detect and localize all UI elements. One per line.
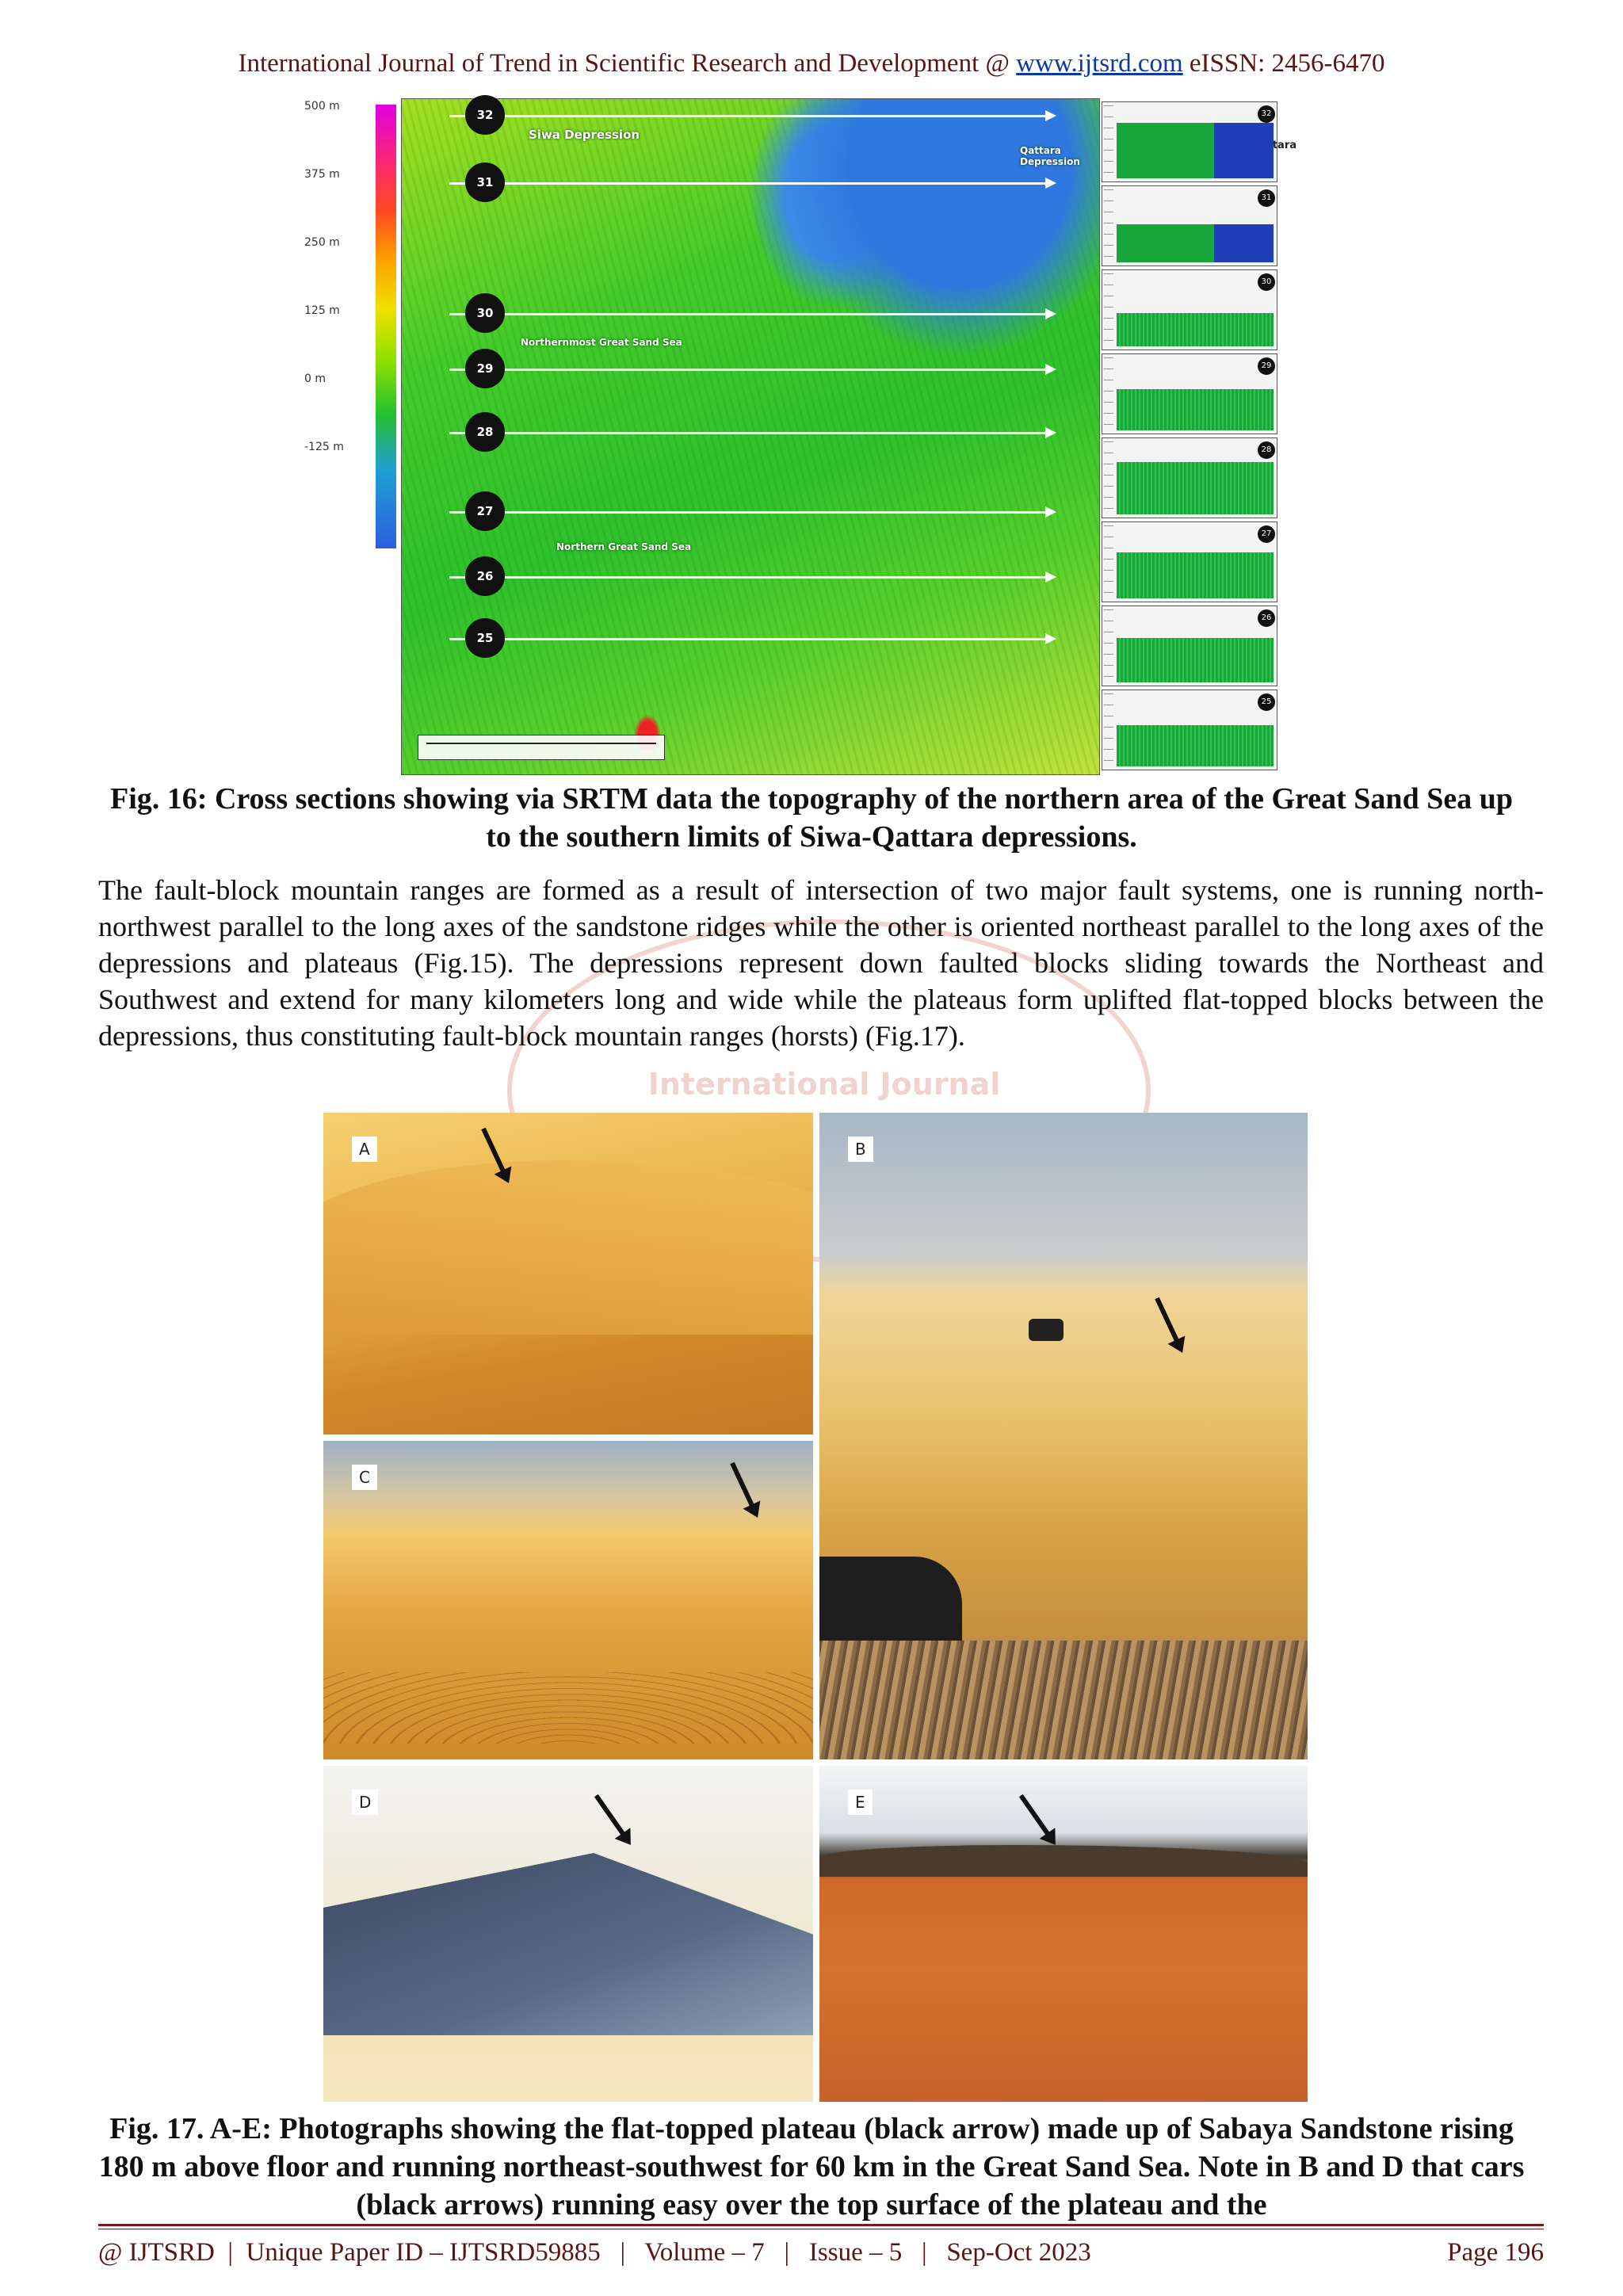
elevation-legend: [300, 98, 395, 774]
profile-panel: [1102, 269, 1277, 350]
profile-number: 25: [1258, 693, 1275, 711]
profile-panel: [1102, 690, 1277, 770]
section-marker: 32: [465, 95, 505, 135]
profile-number: 27: [1258, 525, 1275, 543]
running-header: [0, 49, 1623, 78]
topographic-profiles: [1102, 98, 1296, 774]
section-line: [449, 369, 1052, 371]
photo-letter: B: [848, 1137, 873, 1162]
profile-number: 32: [1258, 105, 1275, 123]
map-label-qattara: Qattara Depression: [1020, 145, 1080, 167]
watermark-text: International Journal: [647, 1067, 1001, 1102]
elevation-label: 125 m: [304, 304, 340, 317]
profile-number: 31: [1258, 189, 1275, 207]
map-label-northernmost: Northernmost Great Sand Sea: [521, 337, 682, 348]
profile-panel: [1102, 101, 1277, 182]
running-footer: [98, 2238, 1544, 2267]
scale-bar: [418, 735, 665, 760]
photo-e: [819, 1766, 1308, 2102]
footer-paper-info: @ IJTSRD | Unique Paper ID – IJTSRD59885 | Volume – 7 | Issue – 5 | Sep-Oct 2023: [98, 2238, 1091, 2267]
section-line: [449, 576, 1052, 579]
srtm-map: [401, 98, 1100, 775]
photo-c: [323, 1441, 813, 1759]
photo-letter: C: [352, 1465, 377, 1490]
elevation-colorbar: [376, 105, 396, 548]
section-marker: 29: [465, 349, 505, 388]
profile-number: 28: [1258, 441, 1275, 459]
section-line: [449, 182, 1052, 185]
figure-16-caption: Fig. 16: Cross sections showing via SRTM data the topography of the northern area of the Great Sand Sea up to the southern limits of Siwa-Qattara depressions.: [110, 782, 1513, 854]
elevation-label: 250 m: [304, 236, 340, 249]
black-arrow-icon: [594, 1794, 628, 1839]
photo-b: [819, 1113, 1308, 1759]
profile-panel: [1102, 521, 1277, 602]
figure-16: [300, 98, 1296, 774]
body-paragraph: The fault-block mountain ranges are formed as a result of intersection of two major fault systems, one is running north-northwest parallel to the long axes of the sandstone ridges while the other is oriented northeast parallel to the long axes of the depressions and plateaus (Fig.15). The depressions represent down faulted blocks sliding towards the Northeast and Southwest and extend for many kilometers long and wide while the plateaus form uplifted flat-topped blocks between the depressions, thus constituting fault-block mountain ranges (horsts) (Fig.17).: [98, 874, 1544, 1052]
journal-name: International Journal of Trend in Scientific Research and Development @: [238, 49, 1017, 78]
section-marker: 25: [465, 618, 505, 658]
elevation-label: 375 m: [304, 168, 340, 181]
black-arrow-icon: [730, 1462, 755, 1511]
section-line: [449, 638, 1052, 640]
section-marker: 31: [465, 162, 505, 202]
photo-a: [323, 1113, 813, 1435]
footer-rule: [98, 2224, 1544, 2226]
profile-side-label: tara: [1272, 139, 1296, 151]
journal-link[interactable]: www.ijtsrd.com: [1016, 49, 1183, 78]
map-label-siwa: Siwa Depression: [529, 128, 640, 142]
section-line: [449, 511, 1052, 514]
elevation-label: 500 m: [304, 100, 340, 113]
photo-letter: D: [352, 1790, 378, 1815]
map-label-northern: Northern Great Sand Sea: [556, 541, 692, 552]
page-number: Page 196: [1447, 2238, 1544, 2267]
section-marker: 28: [465, 412, 505, 452]
profile-number: 29: [1258, 357, 1275, 375]
figure-17: [323, 1113, 1308, 2102]
photo-d: [323, 1766, 813, 2102]
figure-17-caption: Fig. 17. A-E: Photographs showing the flat-topped plateau (black arrow) made up of Sabaya Sandstone rising 180 m above floor and running northeast-southwest for 60 km in the Great Sand Sea. Note in B and D that cars (black arrows) running easy over the top surface of the plateau and the: [98, 2112, 1525, 2222]
profile-panel: [1102, 185, 1277, 266]
section-marker: 27: [465, 491, 505, 531]
photo-letter: E: [848, 1790, 873, 1815]
section-line: [449, 313, 1052, 315]
section-marker: 26: [465, 556, 505, 596]
profile-number: 26: [1258, 609, 1275, 627]
profile-panel: [1102, 353, 1277, 434]
photo-letter: A: [352, 1137, 377, 1162]
section-line: [449, 115, 1052, 117]
black-arrow-icon: [1155, 1297, 1180, 1346]
profile-panel: [1102, 606, 1277, 686]
elevation-label: -125 m: [304, 441, 344, 453]
section-marker: 30: [465, 293, 505, 333]
profile-number: 30: [1258, 273, 1275, 291]
journal-issn: eISSN: 2456-6470: [1182, 49, 1385, 78]
elevation-label: 0 m: [304, 372, 326, 385]
section-line: [449, 432, 1052, 434]
car: [1029, 1319, 1064, 1341]
black-arrow-icon: [1019, 1794, 1052, 1839]
profile-panel: [1102, 437, 1277, 518]
